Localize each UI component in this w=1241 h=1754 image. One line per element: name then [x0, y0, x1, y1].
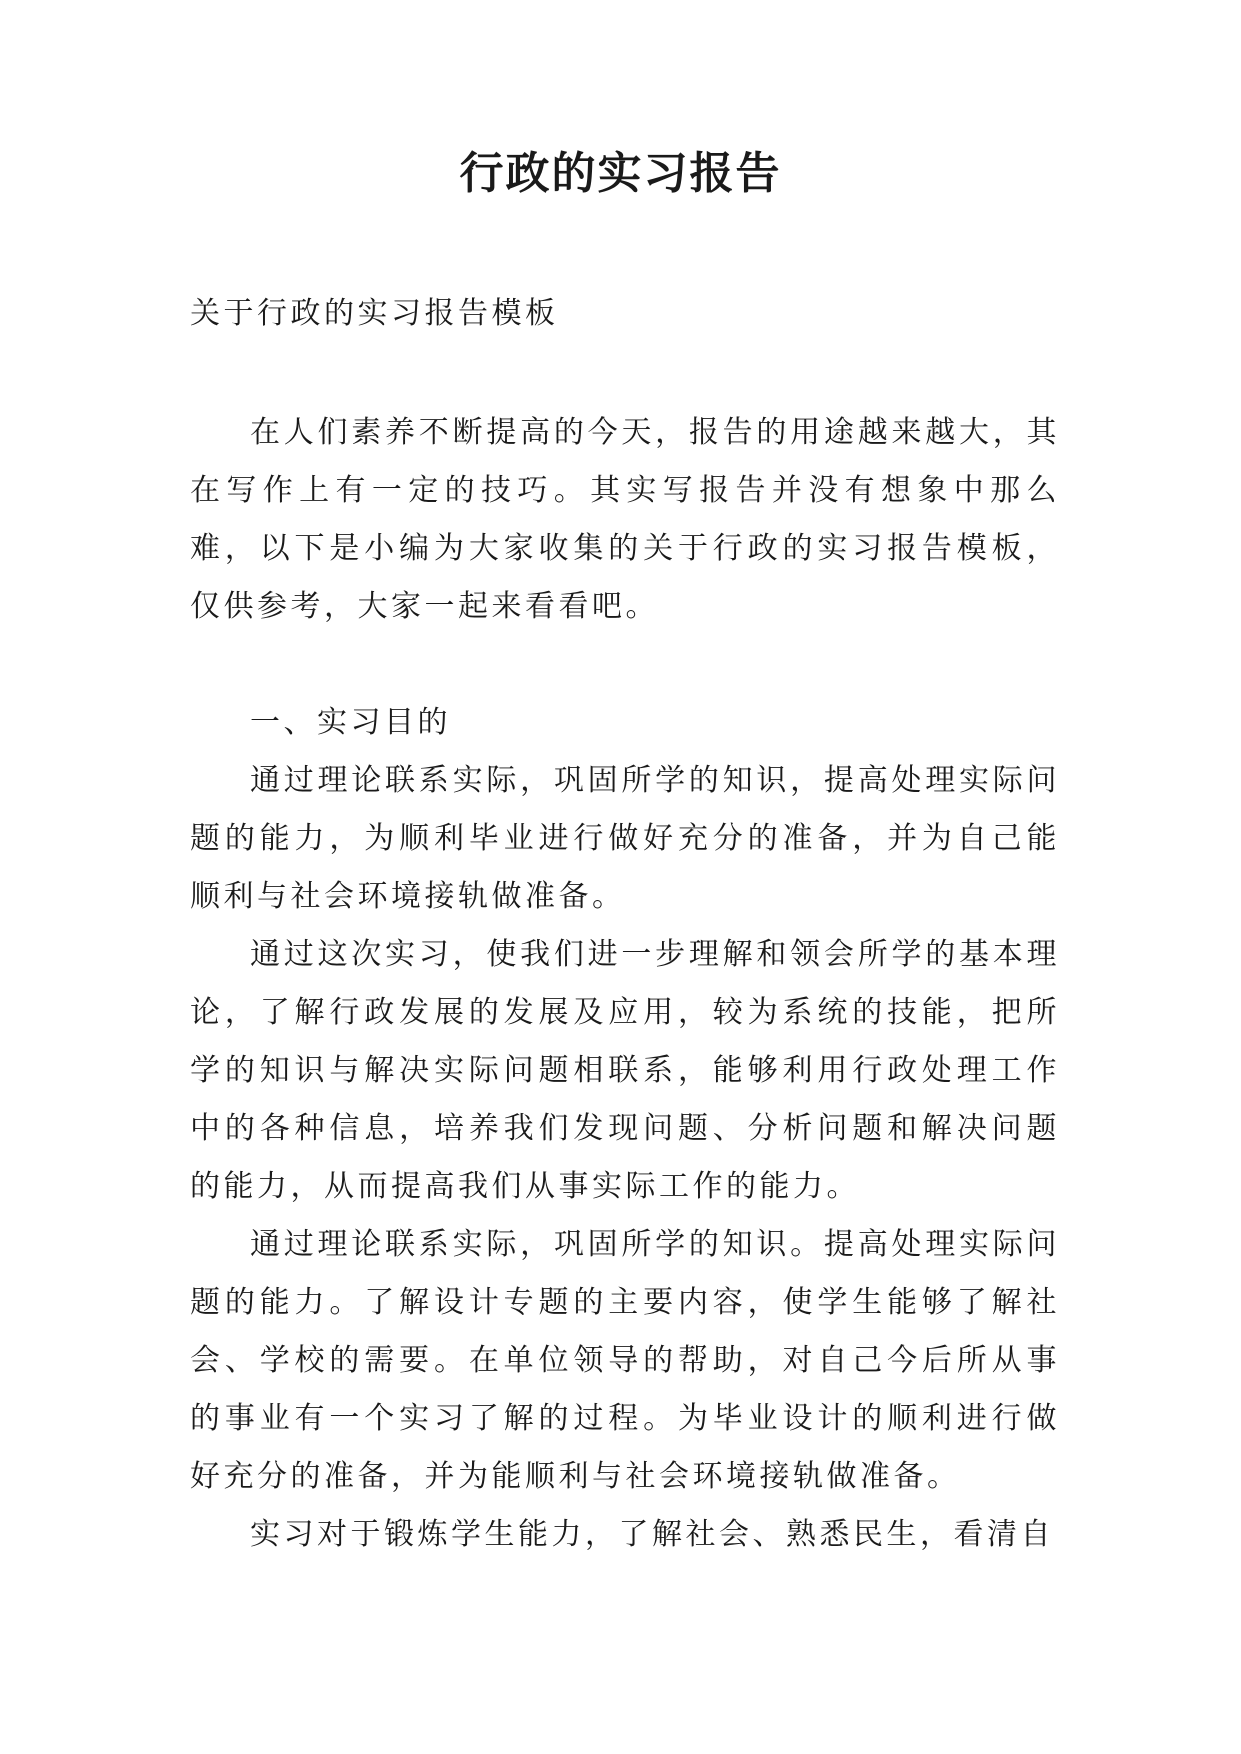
- document-subtitle: 关于行政的实习报告模板: [190, 296, 559, 331]
- body-paragraph: 实习对于锻炼学生能力，了解社会、熟悉民生，看清自: [250, 1517, 1054, 1552]
- body-paragraph: 通过这次实习，使我们进一步理解和领会所学的基本理论，了解行政发展的发展及应用，较为系统的技能，把所学的知识与解决实际问题相联系，能够利用行政处理工作中的各种信息，培养我们发现问题、分析问题和解决问题的能力，从而提高我们从事实际工作的能力。: [190, 937, 1060, 1204]
- document-title: 行政的实习报告: [459, 148, 782, 199]
- body-paragraph: 通过理论联系实际，巩固所学的知识。提高处理实际问题的能力。了解设计专题的主要内容，使学生能够了解社会、学校的需要。在单位领导的帮助，对自己今后所从事的事业有一个实习了解的过程。为毕业设计的顺利进行做好充分的准备，并为能顺利与社会环境接轨做准备。: [190, 1227, 1060, 1494]
- body-paragraph: 通过理论联系实际，巩固所学的知识，提高处理实际问题的能力，为顺利毕业进行做好充分的准备，并为自己能顺利与社会环境接轨做准备。: [190, 763, 1060, 914]
- section-heading-purpose: 一、实习目的: [250, 705, 451, 740]
- intro-paragraph: 在人们素养不断提高的今天，报告的用途越来越大，其在写作上有一定的技巧。其实写报告并没有想象中那么难，以下是小编为大家收集的关于行政的实习报告模板，仅供参考，大家一起来看看吧。: [190, 415, 1060, 624]
